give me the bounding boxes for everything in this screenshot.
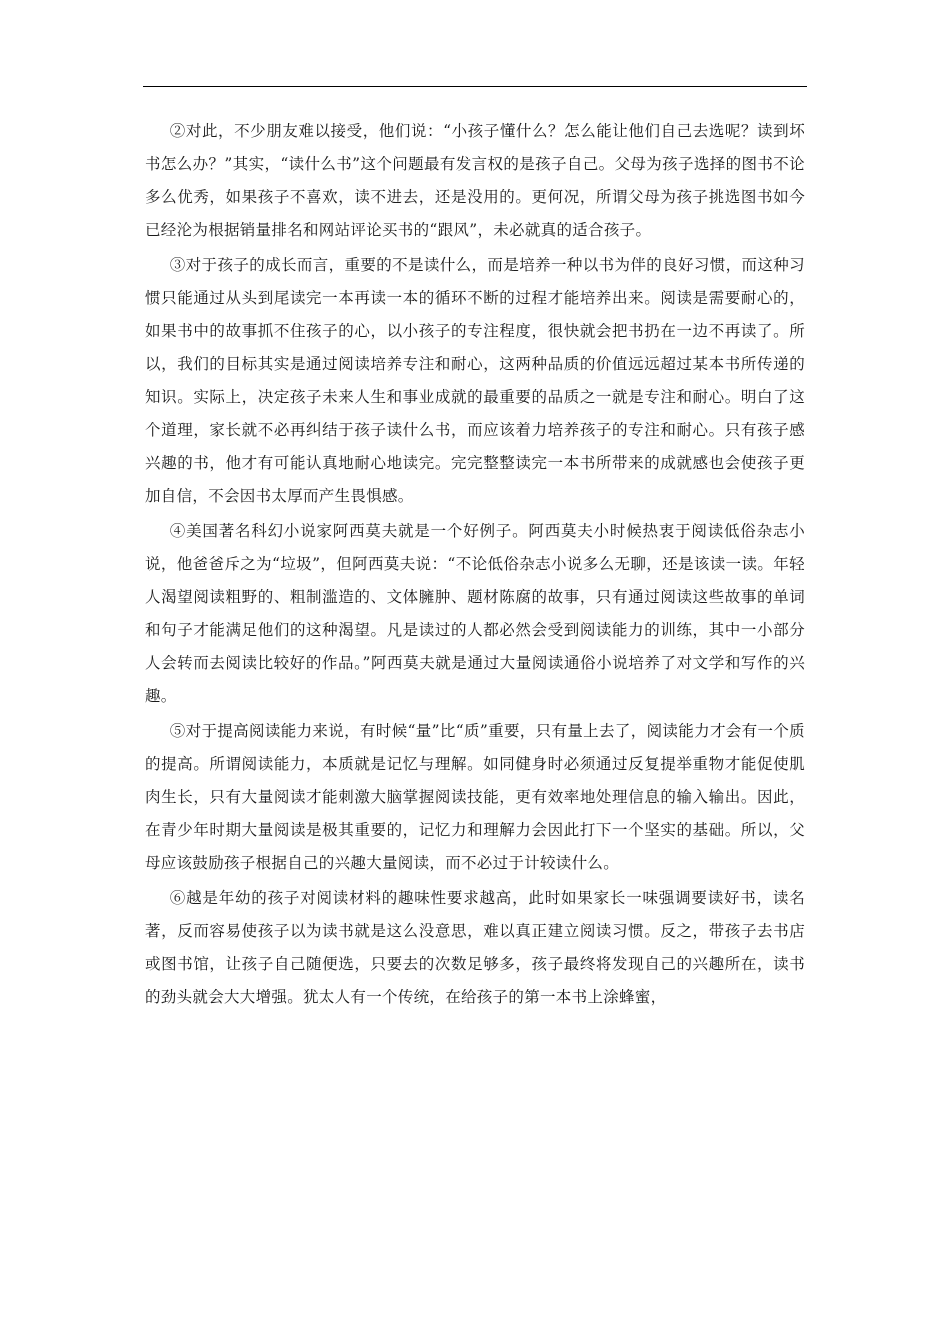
paragraph-4: ④美国著名科幻小说家阿西莫夫就是一个好例子。阿西莫夫小时候热衷于阅读低俗杂志小说，他爸爸斥之为“垃圾”，但阿西莫夫说：“不论低俗杂志小说多么无聊，还是该读一读。年轻人渴望阅读粗野的、粗制滥造的、文体臃肿、题材陈腐的故事，只有通过阅读这些故事的单词和句子才能满足他们的这种渴望。凡是读过的人都必然会受到阅读能力的训练，其中一小部分人会转而去阅读比较好的作品。”阿西莫夫就是通过大量阅读通俗小说培养了对文学和写作的兴趣。	[145, 522, 805, 705]
paragraph-2: ②对此，不少朋友难以接受，他们说：“小孩子懂什么？怎么能让他们自己去选呢？读到坏书怎么办？”其实，“读什么书”这个问题最有发言权的是孩子自己。父母为孩子选择的图书不论多么优秀，如果孩子不喜欢，读不进去，还是没用的。更何况，所谓父母为孩子挑选图书如今已经沦为根据销量排名和网站评论买书的“跟风”，未必就真的适合孩子。	[145, 122, 805, 239]
paragraph-6: ⑥越是年幼的孩子对阅读材料的趣味性要求越高，此时如果家长一味强调要读好书，读名著，反而容易使孩子以为读书就是这么没意思，难以真正建立阅读习惯。反之，带孩子去书店或图书馆，让孩子自己随便选，只要去的次数足够多，孩子最终将发现自己的兴趣所在，读书的劲头就会大大增强。犹太人有一个传统，在给孩子的第一本书上涂蜂蜜，	[145, 889, 805, 1006]
paragraph-5: ⑤对于提高阅读能力来说，有时候“量”比“质”重要，只有量上去了，阅读能力才会有一个质的提高。所谓阅读能力，本质就是记忆与理解。如同健身时必须通过反复提举重物才能促使肌肉生长，只有大量阅读才能刺激大脑掌握阅读技能，更有效率地处理信息的输入输出。因此，在青少年时期大量阅读是极其重要的，记忆力和理解力会因此打下一个坚实的基础。所以，父母应该鼓励孩子根据自己的兴趣大量阅读，而不必过于计较读什么。	[145, 722, 805, 872]
paragraph-3: ③对于孩子的成长而言，重要的不是读什么，而是培养一种以书为伴的良好习惯，而这种习惯只能通过从头到尾读完一本再读一本的循环不断的过程才能培养出来。阅读是需要耐心的，如果书中的故事抓不住孩子的心，以小孩子的专注程度，很快就会把书扔在一边不再读了。所以，我们的目标其实是通过阅读培养专注和耐心，这两种品质的价值远远超过某本书所传递的知识。实际上，决定孩子未来人生和事业成就的最重要的品质之一就是专注和耐心。明白了这个道理，家长就不必再纠结于孩子读什么书，而应该着力培养孩子的专注和耐心。只有孩子感兴趣的书，他才有可能认真地耐心地读完。完完整整读完一本书所带来的成就感也会使孩子更加自信，不会因书太厚而产生畏惧感。	[145, 256, 805, 505]
header-rule	[143, 86, 807, 87]
article-body	[145, 115, 805, 1016]
